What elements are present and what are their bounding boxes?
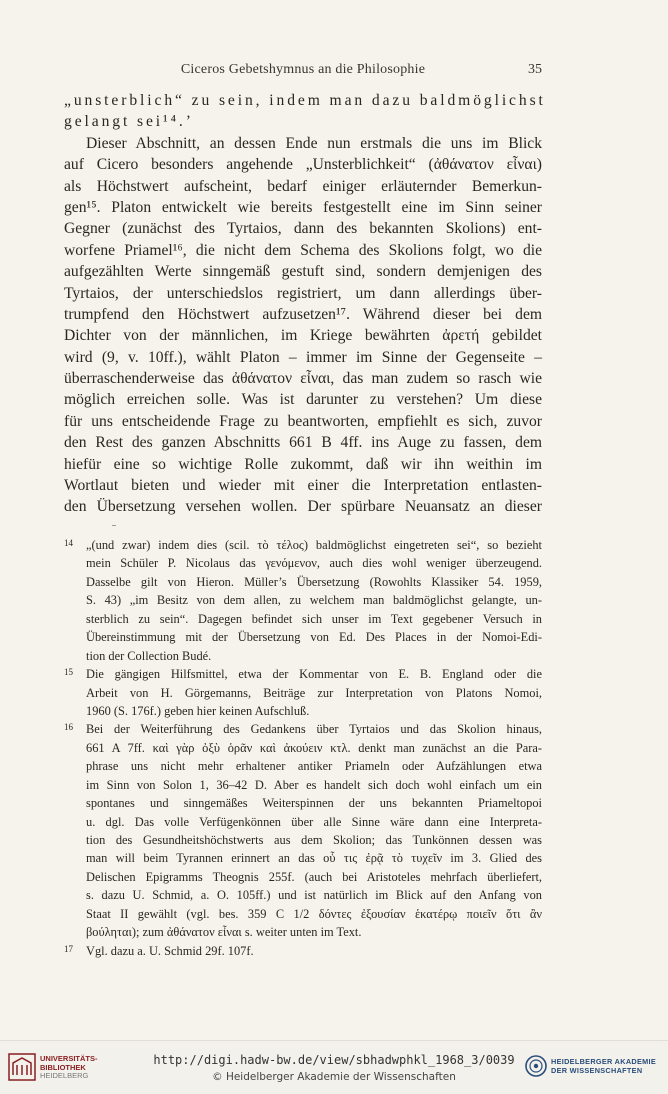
footnote-line: Delischen Epigramms Theognis 255f. (auch bei Aristoteles mehrfach überliefert, xyxy=(86,869,542,884)
footnote-line: man will beim Tyrannen erinnert an das οὗ τις ἐρᾷ τὸ τυχεῖν im 3. Glied des xyxy=(86,851,542,866)
academy-logo-icon[interactable] xyxy=(524,1054,548,1078)
body-line: für uns entscheidende Frage zu beantworten, empfiehlt es sich, zuvor xyxy=(64,412,542,430)
copyright-notice: © Heidelberger Akademie der Wissenschaften xyxy=(212,1071,456,1083)
footnote-line: mein Schüler P. Nicolaus das γενόμενον, auch dies wohl weniger überzeugend. xyxy=(86,556,542,571)
footnote-number: 15 xyxy=(64,667,73,678)
body-line: Dieser Abschnitt, an dessen Ende nun erstmals die uns im Blick xyxy=(86,134,542,152)
footnote-number: 17 xyxy=(64,943,73,954)
footnote-line: tion der Collection Budé. xyxy=(86,648,212,663)
footnote-15 xyxy=(64,665,542,720)
footnote-line: βούληται); zum ἀθάνατον εἶναι s. weiter unten im Text. xyxy=(86,925,362,940)
body-line: Wortlaut bieten und wieder mit einer die Interpretation entlasten- xyxy=(64,477,542,495)
footnote-line: tion des Gesundheitshöchstwerts aus dem Skolion; das Tunkönnen dessen was xyxy=(86,833,542,847)
ub-name-line: BIBLIOTHEK xyxy=(40,1062,86,1072)
footnote-number: 14 xyxy=(64,538,73,548)
academy-name-line: HEIDELBERGER AKADEMIE xyxy=(551,1057,656,1066)
footnote-line: im Sinn von Solon 1, 36–42 D. Aber es handelt sich doch wohl einfach um ein xyxy=(86,777,542,792)
viewer-footer xyxy=(0,1040,668,1094)
main-text xyxy=(64,90,546,518)
body-line: gen¹⁵. Platon entwickelt wie bereits festgestellt eine im Sinn seiner xyxy=(64,198,542,216)
footnote-line: „(und zwar) indem dies (scil. τὸ τέλος) baldmöglichst eingetreten sei“, so bezieht xyxy=(86,538,542,552)
academy-name-line: DER WISSENSCHAFTEN xyxy=(551,1066,643,1075)
body-line: hiefür eine so wichtige Rolle zukommt, daß wir ihn weithin im xyxy=(64,455,542,473)
body-line: Dichter von der männlichen, im Kriege bewährten ἀρετή gebildet xyxy=(64,327,542,345)
footnote-line: Bei der Weiterführung des Gedankens über Tyrtaios und das Skolion hinaus, xyxy=(86,722,542,737)
body-line: möglich erreichen solle. Was ist darunter zu verstehen? Um diese xyxy=(64,391,542,409)
footnote-line: Vgl. dazu a. U. Schmid 29f. 107f. xyxy=(86,943,254,958)
footnote-line: 1960 (S. 176f.) geben hier keinen Aufschluß. xyxy=(86,703,310,718)
body-line: den Rest des ganzen Abschnitts 661 B 4ff. ins Auge zu fassen, dem xyxy=(64,434,542,452)
body-line: überraschenderweise das ἀθάνατον εἶναι, das man zudem so rasch wie xyxy=(64,370,542,388)
footnote-17 xyxy=(64,942,542,960)
body-line: aufgezählten Werte sinngemäß gestuft sind, sondern demjenigen des xyxy=(64,263,542,281)
footnote-line: spontanes und sinngemäßes Weiterspinnen der uns bekannten Priameltopoi xyxy=(86,796,542,811)
body-line: trumpfend den Höchstwert aufzusetzen¹⁷. Während dieser bei dem xyxy=(64,305,542,323)
footnote-14 xyxy=(64,536,542,665)
footnote-line: Arbeit von H. Görgemanns, Beiträge zur Interpretation von Platons Nomoi, xyxy=(86,685,542,700)
footnote-line: 661 A 7ff. καὶ γὰρ ὀξὺ ὁρᾶν καὶ ἀκούειν κτλ. denkt man zunächst an die Para- xyxy=(86,740,542,755)
footnote-line: Die gängigen Hilfsmittel, etwa der Kommentar von E. B. England oder die xyxy=(86,667,542,682)
footnote-number: 16 xyxy=(64,722,73,733)
body-line: als Höchstwert aufscheint, bedarf einiger erläuternder Bemerkun- xyxy=(64,177,542,195)
body-line: gelangt sei¹⁴.’ xyxy=(64,113,194,131)
body-line: worfene Priamel¹⁶, die nicht dem Schema des Skolions folgt, wo die xyxy=(64,241,542,259)
footnote-16 xyxy=(64,720,542,941)
footnote-line: s. dazu U. Schmid, a. O. 105ff.) und ist natürlich im Blick auf den Anfang von xyxy=(86,888,542,903)
body-line: den Übersetzung versehen wollen. Der spürbare Neuansatz an dieser xyxy=(64,498,542,516)
footnote-line: Staat II gewählt (vgl. bes. 359 C 1/2 δόντες ἐξουσίαν ἑκατέρῳ ποιεῖν ὅτι ἂν xyxy=(86,906,542,921)
footnote-separator xyxy=(112,525,116,526)
footnote-line: sterblich zu sein“. Dagegen befindet sich unser im Text gegebener Versuch in xyxy=(86,611,542,626)
footnote-line: u. dgl. Das volle Verfügenkönnen über alle Sinne wäre dann eine Interpreta- xyxy=(86,814,542,829)
ub-name-line: HEIDELBERG xyxy=(40,1071,89,1080)
running-title: Ciceros Gebetshymnus an die Philosophie xyxy=(180,62,426,77)
footnote-line: Dasselbe gilt von Hieron. Müller’s Übersetzung (Rowohlts Klassiker 54. 1959, xyxy=(86,574,542,589)
body-line: auf Cicero besonders angehende „Unsterblichkeit“ (ἀθάνατον εἶναι) xyxy=(64,156,542,174)
body-line: wird (9, v. 10ff.), wählt Platon – immer im Sinne der Gegenseite – xyxy=(64,348,542,366)
footnote-line: Übereinstimmung mit der Übersetzung von Ed. Des Places in der Nomoi-Edi- xyxy=(86,630,542,645)
footnotes xyxy=(64,536,542,960)
body-line: Tyrtaios, der unterschiedslos registriert, um dann allerdings über- xyxy=(64,284,542,302)
footnote-line: phrase uns nicht mehr erhaltener antiker Priameln oder Aufzählungen etwa xyxy=(86,759,542,774)
body-line: Gegner (zunächst des Tyrtaios, dann des bekannten Skolions) ent- xyxy=(64,220,542,238)
ub-name-line: UNIVERSITÄTS- xyxy=(40,1054,98,1063)
permalink-url[interactable]: http://digi.hadw-bw.de/view/sbhadwphkl_1968_3/0039 xyxy=(153,1053,515,1067)
footnote-line: S. 43) „im Besitz von dem allen, zu welchem man baldmöglichst gelangte, un- xyxy=(86,593,542,608)
body-line: „unsterblich“ zu sein, indem man dazu baldmöglichst xyxy=(64,92,546,109)
academy-name xyxy=(551,1057,656,1075)
page-number: 35 xyxy=(528,62,542,77)
